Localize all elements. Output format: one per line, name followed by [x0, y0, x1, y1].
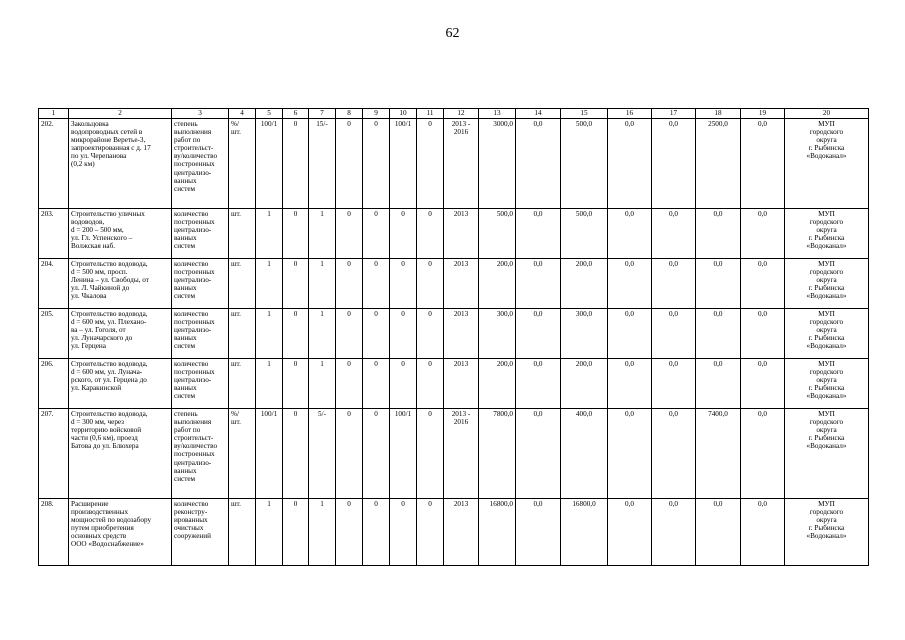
- table-cell: 1: [256, 259, 283, 309]
- table-cell: 1: [256, 499, 283, 566]
- table-cell: МУП городского округа г. Рыбинска «Водоканал»: [785, 359, 869, 409]
- table-cell: 205.: [39, 309, 69, 359]
- table-cell: 0,0: [516, 359, 561, 409]
- table-cell: количество построенных централизо- ванных систем: [172, 209, 229, 259]
- table-cell: 400,0: [561, 409, 608, 499]
- table-row: [39, 119, 869, 209]
- table-cell: 204.: [39, 259, 69, 309]
- table-cell: 0,0: [652, 119, 696, 209]
- table-cell: 0,0: [516, 119, 561, 209]
- table-cell: 0,0: [652, 499, 696, 566]
- table-cell: 500,0: [561, 119, 608, 209]
- table-cell: 0,0: [696, 359, 741, 409]
- table-cell: 0,0: [741, 409, 785, 499]
- table-cell: МУП городского округа г. Рыбинска «Водоканал»: [785, 259, 869, 309]
- table-cell: 0,0: [741, 359, 785, 409]
- table-cell: 200,0: [479, 359, 516, 409]
- table-cell: 0,0: [516, 209, 561, 259]
- table-cell: 0,0: [608, 359, 652, 409]
- table-cell: МУП городского округа г. Рыбинска «Водоканал»: [785, 499, 869, 566]
- table-cell: 300,0: [479, 309, 516, 359]
- table-cell: Строительство водовода, d = 600 мм, ул. Лунача- рского, от ул. Герцена до ул. Каракинской: [69, 359, 172, 409]
- table-cell: 1: [256, 309, 283, 359]
- table-cell: 0: [283, 309, 309, 359]
- table-cell: 0,0: [516, 499, 561, 566]
- table-cell: 1: [256, 359, 283, 409]
- table-cell: 0,0: [608, 499, 652, 566]
- table-cell: 0,0: [696, 499, 741, 566]
- table-cell: 7400,0: [696, 409, 741, 499]
- table-cell: 15/-: [309, 119, 336, 209]
- table-cell: 0: [283, 259, 309, 309]
- data-table: [38, 108, 869, 566]
- table-cell: МУП городского округа г. Рыбинска «Водоканал»: [785, 309, 869, 359]
- table-cell: 208.: [39, 499, 69, 566]
- table-row: [39, 409, 869, 499]
- table-cell: 0,0: [516, 259, 561, 309]
- table-cell: МУП городского округа г. Рыбинска «Водоканал»: [785, 409, 869, 499]
- table-cell: 0: [283, 209, 309, 259]
- header-cell: 11: [417, 109, 444, 119]
- table-cell: МУП городского округа г. Рыбинска «Водоканал»: [785, 209, 869, 259]
- table-cell: 100/1: [256, 409, 283, 499]
- header-cell: 17: [652, 109, 696, 119]
- header-cell: 4: [229, 109, 256, 119]
- table-cell: 0: [336, 119, 363, 209]
- table-cell: 100/1: [390, 409, 417, 499]
- table-cell: 0: [336, 409, 363, 499]
- table-cell: 0,0: [741, 209, 785, 259]
- table-row: [39, 259, 869, 309]
- table-cell: 0,0: [652, 259, 696, 309]
- table-cell: 0,0: [696, 209, 741, 259]
- table-cell: 0: [336, 309, 363, 359]
- table-cell: шт.: [229, 499, 256, 566]
- table-cell: 0: [363, 409, 390, 499]
- table-row: [39, 209, 869, 259]
- table-cell: 5/-: [309, 409, 336, 499]
- table-cell: степень выполнения работ по строительст- ву/количество построенных централизо- ванных систем: [172, 119, 229, 209]
- header-cell: 7: [309, 109, 336, 119]
- table-cell: 0: [336, 499, 363, 566]
- table-cell: 1: [309, 209, 336, 259]
- table-cell: 1: [309, 499, 336, 566]
- table-cell: 0: [283, 409, 309, 499]
- table-cell: 200,0: [479, 259, 516, 309]
- header-cell: 14: [516, 109, 561, 119]
- table-cell: 0: [417, 209, 444, 259]
- table-cell: 0: [417, 309, 444, 359]
- table-cell: 2013: [444, 309, 479, 359]
- table-cell: 0: [283, 119, 309, 209]
- table-cell: 0,0: [608, 119, 652, 209]
- table-cell: 0: [390, 259, 417, 309]
- table-cell: 206.: [39, 359, 69, 409]
- table-cell: 0: [363, 209, 390, 259]
- table-cell: 0,0: [652, 359, 696, 409]
- header-cell: 3: [172, 109, 229, 119]
- table-cell: 2500,0: [696, 119, 741, 209]
- table-cell: количество построенных централизо- ванных систем: [172, 359, 229, 409]
- table-header-row: [39, 109, 869, 119]
- header-cell: 18: [696, 109, 741, 119]
- table-cell: 202.: [39, 119, 69, 209]
- table-cell: количество построенных централизо- ванных систем: [172, 309, 229, 359]
- table-row: [39, 309, 869, 359]
- header-cell: 10: [390, 109, 417, 119]
- table-cell: 0: [336, 259, 363, 309]
- table-cell: 0,0: [652, 409, 696, 499]
- table-cell: 0: [283, 499, 309, 566]
- table-cell: количество реконстру- ированных очистных сооружений: [172, 499, 229, 566]
- header-cell: 1: [39, 109, 69, 119]
- header-cell: 5: [256, 109, 283, 119]
- table-cell: 1: [309, 359, 336, 409]
- table-cell: 1: [309, 259, 336, 309]
- table-cell: МУП городского округа г. Рыбинска «Водоканал»: [785, 119, 869, 209]
- table-cell: 0,0: [741, 259, 785, 309]
- table-cell: Расширение производственных мощностей по водозабору путем приобретения основных средств ООО «Водоснабжение»: [69, 499, 172, 566]
- header-cell: 2: [69, 109, 172, 119]
- page-number: 62: [445, 26, 460, 41]
- table-cell: 300,0: [561, 309, 608, 359]
- table-row: [39, 499, 869, 566]
- table-cell: 0: [363, 309, 390, 359]
- table-cell: 0,0: [696, 309, 741, 359]
- table-cell: Закольцовка водопроводных сетей в микрорайоне Веретье-3, запроектированная с д. 17 по ул. Черепанова (0,2 км): [69, 119, 172, 209]
- header-cell: 15: [561, 109, 608, 119]
- table-cell: 203.: [39, 209, 69, 259]
- table-cell: 0,0: [741, 309, 785, 359]
- table-cell: 200,0: [561, 359, 608, 409]
- header-cell: 8: [336, 109, 363, 119]
- header-cell: 12: [444, 109, 479, 119]
- table-cell: 0: [417, 119, 444, 209]
- table-cell: 3000,0: [479, 119, 516, 209]
- table-cell: 500,0: [479, 209, 516, 259]
- table-cell: количество построенных централизо- ванных систем: [172, 259, 229, 309]
- table-cell: 16800,0: [479, 499, 516, 566]
- table-cell: степень выполнения работ по строительст- ву/количество построенных централизо- ванных систем: [172, 409, 229, 499]
- table-cell: 0,0: [741, 499, 785, 566]
- header-cell: 19: [741, 109, 785, 119]
- table-cell: шт.: [229, 359, 256, 409]
- table-cell: 0,0: [696, 259, 741, 309]
- table-cell: 0: [390, 359, 417, 409]
- table-cell: %/ шт.: [229, 409, 256, 499]
- table-cell: 0: [283, 359, 309, 409]
- table-cell: 0: [417, 499, 444, 566]
- table-cell: 0,0: [608, 409, 652, 499]
- table-cell: Строительство водовода, d = 600 мм, ул. Плехано- ва – ул. Гоголя, от ул. Луначарского до ул. Герцена: [69, 309, 172, 359]
- table-cell: 0,0: [516, 309, 561, 359]
- table-cell: 2013 - 2016: [444, 409, 479, 499]
- table-cell: 16800,0: [561, 499, 608, 566]
- table-cell: Строительство водовода, d = 300 мм, через территорию войсковой части (0,6 км), проезд Батова до ул. Блюхера: [69, 409, 172, 499]
- table-cell: 0,0: [741, 119, 785, 209]
- table-cell: 7800,0: [479, 409, 516, 499]
- table-cell: 0: [417, 259, 444, 309]
- table-cell: 0: [390, 499, 417, 566]
- table-cell: 0,0: [608, 309, 652, 359]
- table-cell: 2013: [444, 209, 479, 259]
- table-cell: 100/1: [256, 119, 283, 209]
- table-cell: 200,0: [561, 259, 608, 309]
- table-cell: 0,0: [652, 209, 696, 259]
- table-cell: 0,0: [608, 209, 652, 259]
- table-cell: 0: [417, 409, 444, 499]
- table-cell: 0: [417, 359, 444, 409]
- table-cell: 0,0: [652, 309, 696, 359]
- table-row: [39, 359, 869, 409]
- table-cell: 1: [309, 309, 336, 359]
- table-cell: Строительство уличных водоводов, d = 200 – 500 мм, ул. Гл. Успенского – Волжская наб.: [69, 209, 172, 259]
- table-cell: 0: [363, 359, 390, 409]
- header-cell: 6: [283, 109, 309, 119]
- table-cell: 100/1: [390, 119, 417, 209]
- table-cell: 0: [390, 209, 417, 259]
- table-cell: 2013 - 2016: [444, 119, 479, 209]
- header-cell: 16: [608, 109, 652, 119]
- header-cell: 13: [479, 109, 516, 119]
- table-cell: шт.: [229, 209, 256, 259]
- table-cell: 0: [363, 119, 390, 209]
- table-cell: 0: [363, 499, 390, 566]
- table-cell: шт.: [229, 259, 256, 309]
- table-cell: 500,0: [561, 209, 608, 259]
- header-cell: 20: [785, 109, 869, 119]
- table-cell: 0: [390, 309, 417, 359]
- table-cell: 0: [363, 259, 390, 309]
- table-cell: 0: [336, 359, 363, 409]
- table-cell: 0: [336, 209, 363, 259]
- table-cell: Строительство водовода, d = 500 мм, просп. Ленина – ул. Свободы, от ул. Л. Чайкиной до ул. Чкалова: [69, 259, 172, 309]
- table-cell: 0,0: [516, 409, 561, 499]
- table-cell: 207.: [39, 409, 69, 499]
- table-cell: 1: [256, 209, 283, 259]
- table-cell: шт.: [229, 309, 256, 359]
- table-cell: 2013: [444, 499, 479, 566]
- table-cell: %/ шт.: [229, 119, 256, 209]
- header-cell: 9: [363, 109, 390, 119]
- table-cell: 0,0: [608, 259, 652, 309]
- table-cell: 2013: [444, 359, 479, 409]
- table-cell: 2013: [444, 259, 479, 309]
